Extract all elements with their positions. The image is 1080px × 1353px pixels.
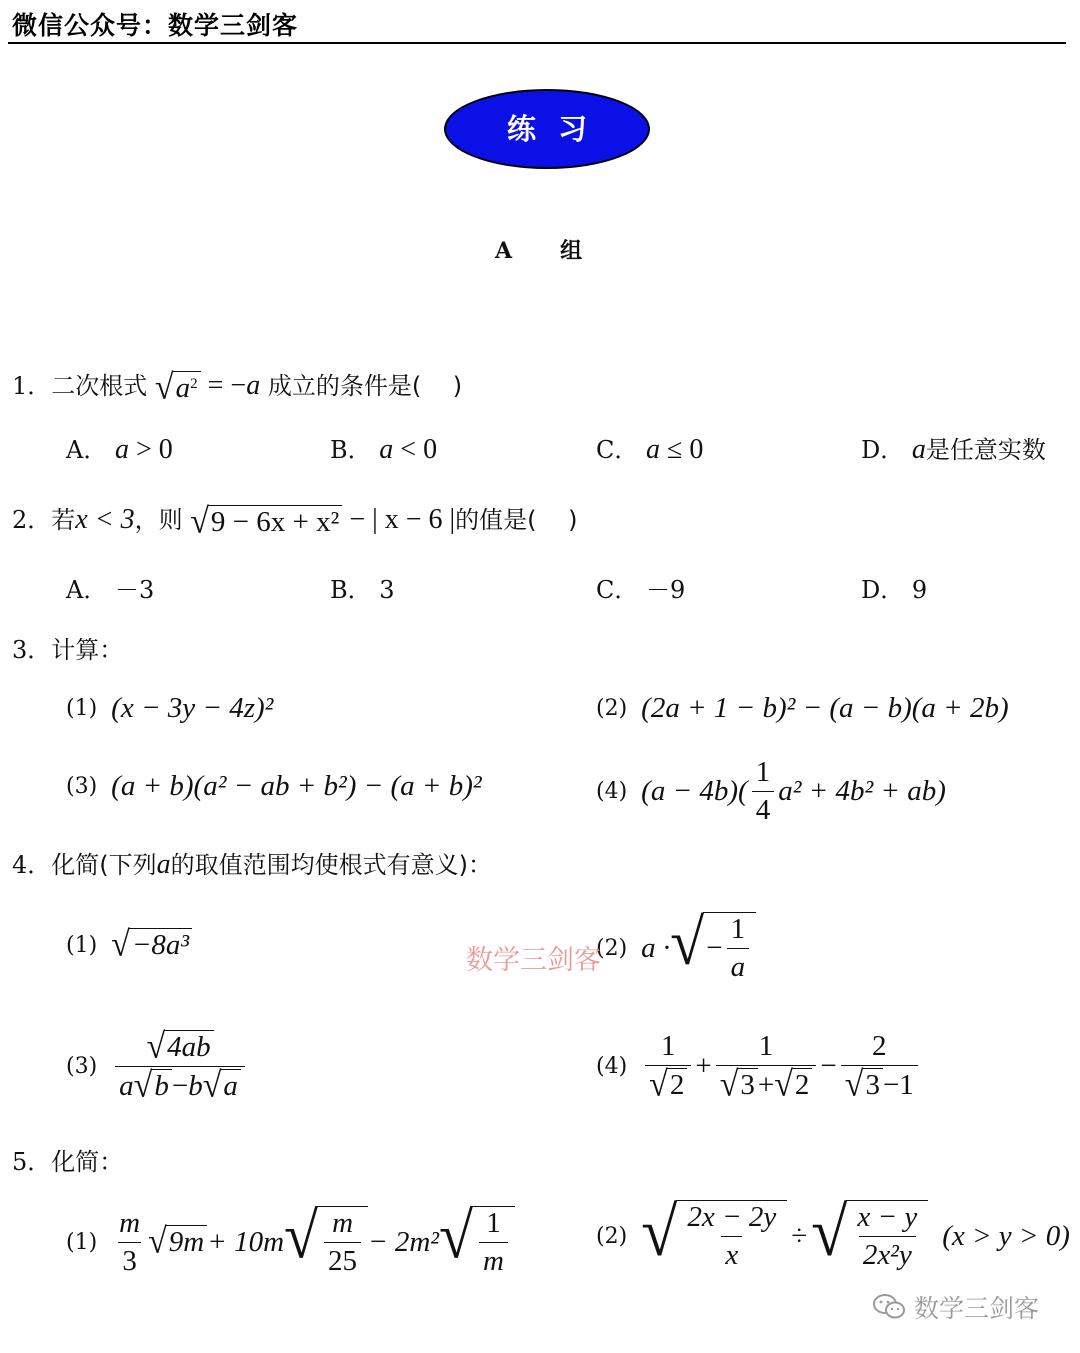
q1-eq: = − xyxy=(200,370,247,401)
q1-option-c: C． a ≤ 0 xyxy=(596,434,704,465)
q2-condition: x < 3 xyxy=(75,504,135,535)
q2-option-c: C． －9 xyxy=(596,576,686,604)
question-1 xyxy=(12,366,462,405)
q5-item-2: (2) √ $\frac{2x - 2y}{x}$ ÷ √ $\frac{x - y}{\text{2x²y}}$ (x > y > 0) xyxy=(596,1194,1070,1271)
q2-option-d: D． 9 xyxy=(861,576,928,604)
q1-radicand: a xyxy=(175,371,191,404)
q1-option-d: D． a是任意实数 xyxy=(861,434,1046,465)
q1-sqrt: √ a 2 xyxy=(155,371,201,405)
watermark-text: 数学三剑客 xyxy=(466,945,601,976)
q1-exp: 2 xyxy=(190,375,198,392)
group-title xyxy=(495,234,582,265)
page-header-title: 微信公众号：数学三剑客 xyxy=(12,11,299,40)
question-4: 4．化简(下列a的取值范围均使根式有意义)： xyxy=(12,849,493,880)
group-word: 组 xyxy=(560,238,583,264)
practice-badge: 练习 xyxy=(444,89,650,169)
q1-option-b: B． a < 0 xyxy=(330,434,438,465)
q3-item-2: (2) (2a + 1 − b)² − (a − b)(a + 2b) xyxy=(596,692,1009,724)
group-letter: A xyxy=(495,238,513,264)
q1-var: a xyxy=(246,370,261,401)
q2-option-a: A． －3 xyxy=(66,576,155,604)
q2-abs: − | x − 6 | xyxy=(342,504,456,535)
q4-item-2: (2) a · √ − $\frac{1}{a}$ xyxy=(596,912,756,984)
q3-item-3: (3) (a + b)(a² − ab + b²) − (a + b)² xyxy=(66,770,482,802)
q1-number: 1． xyxy=(12,372,52,400)
q1-pre: 二次根式 xyxy=(51,372,148,400)
brand-footer xyxy=(872,1289,1039,1325)
question-3: 3．计算： xyxy=(12,636,124,664)
q2-sqrt: √ 9 − 6x + x² xyxy=(190,505,342,539)
q1-option-a: A． a > 0 xyxy=(66,434,173,465)
question-5: 5．化简： xyxy=(12,1148,124,1176)
q4-item-1: (1) √ −8a³ xyxy=(66,928,192,962)
q4-item-3: (3) √ 4ab a √ b − b √ a xyxy=(66,1030,249,1103)
q4-item-4: (4) 1 √ 2 + 1 √ 3 + √ 2 − 2 √ 3 −1 xyxy=(596,1030,922,1102)
wechat-icon xyxy=(872,1293,906,1321)
q5-item-1: (1) $\frac{m}{3}$ √ 9m + 10m √ $\frac{m}{25}$ − 2m² √ $\frac{1}{m}$ xyxy=(66,1206,515,1278)
q3-item-1: (1) (x − 3y − 4z)² xyxy=(66,692,274,724)
header-divider xyxy=(8,42,1066,44)
q3-item-4: (4) (a − 4b)( $\frac{1}{4}$ a² + 4b² + ab) xyxy=(596,756,946,826)
question-2: 2．若x < 3，则 √ 9 − 6x + x² − | x − 6 |的值是( ) xyxy=(12,501,578,541)
q2-option-b: B． 3 xyxy=(330,576,395,604)
q1-post: 成立的条件是( ) xyxy=(260,372,463,400)
brand-text: 数学三剑客 xyxy=(914,1294,1040,1323)
